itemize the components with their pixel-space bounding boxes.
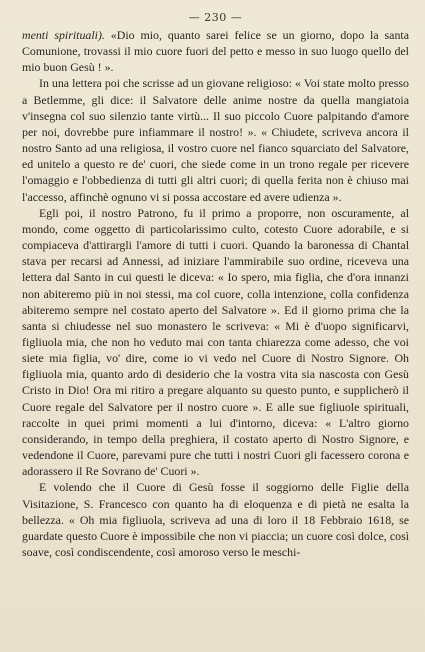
body-text <box>22 27 409 560</box>
paragraph-1-text: «Dio mio, quanto sarei felice se un giorno, dopo la santa Comunione, trovassi il mio cuore fuori del petto e messo in suo luogo quello del mio buon Gesù ! ». <box>22 28 409 75</box>
page-number: — 230 — <box>188 11 243 24</box>
paragraph-2: In una lettera poi che scrisse ad un giovane religioso: « Voi state molto presso a Betlemme, gli dice: il Salvatore delle anime nostre da quella mangiatoia v'insegna col suo silenzio tante virtù... Il suo piccolo Cuore palpitando d'amore per noi, dovrebbe pure infiammare il nostro! ». « Chiudete, scriveva ancora il nostro Santo ad una religiosa, il vostro cuore nel fianco squarciato del Salvatore, ed unitelo a questo re de' cuori, che siede come in un trono regale per ricevere l'omaggio e l'obbedienza di tutti gli altri cuori; di quella ferita non è chiuso mai l'accesso, affinchè ognuno vi si possa accostare ed avere udienza ». <box>22 76 409 204</box>
paragraph-3: Egli poi, il nostro Patrono, fu il primo a proporre, non oscuramente, al mondo, come oggetto di particolarissimo culto, cotesto Cuore adorabile, e si compiaceva d'attirargli l'amore di tutti i cuori. Quando la baronessa di Chantal stava per recarsi ad Annessi, ad iniziare l'ammirabile suo ordine, riceveva una lettera dal Santo in cui questi le diceva: « Io spero, mia figlia, che d'ora innanzi non abiteremo più in noi stessi, ma col cuore, colla intenzione, colla confidenza abiteremo sempre nel costato aperto del Salvatore ». Ed il giorno prima che la santa si chiudesse nel suo monastero le scriveva: « Mi è d'uopo significarvi, figliuola mia, che non ho veduto mai con tanta chiarezza come adesso, che voi siete mia figlia, vo' dire, come io vi vedo nel Cuore di Nostro Signore. Oh figliuola mia, quanto ardo di desiderio che la vostra vita sia nascosta con Gesù Cristo in Dio! Ora mi ritiro a pregare alquanto su questo punto, e supplicherò il Cuore regale del Salvatore per il nostro cuore ». E alle sue figliuole spirituali, raccolte in quei primi momenti a lui d'intorno, diceva: « L'altro giorno considerando, in tempo della preghiera, il costato aperto di Nostro Signore, e vedendone il Cuore, parevami pure che tutti i nostri Cuori gli facessero corona e adorassero il Re Sovrano de' Cuori ». <box>22 205 409 479</box>
paragraph-4: E volendo che il Cuore di Gesù fosse il soggiorno delle Figlie della Visitazione, S. Francesco con quanto ha di eloquenza e di pietà ne esalta la bellezza. « Oh mia figliuola, scriveva ad una di loro il 18 Febbraio 1618, se guardate questo Cuore è impossibile che non vi piaccia; un cuore così dolce, così soave, così condiscendente, così amoroso verso le meschi- <box>22 480 409 559</box>
paragraph-1 <box>22 27 409 75</box>
italic-lead: menti spirituali). <box>22 28 105 42</box>
